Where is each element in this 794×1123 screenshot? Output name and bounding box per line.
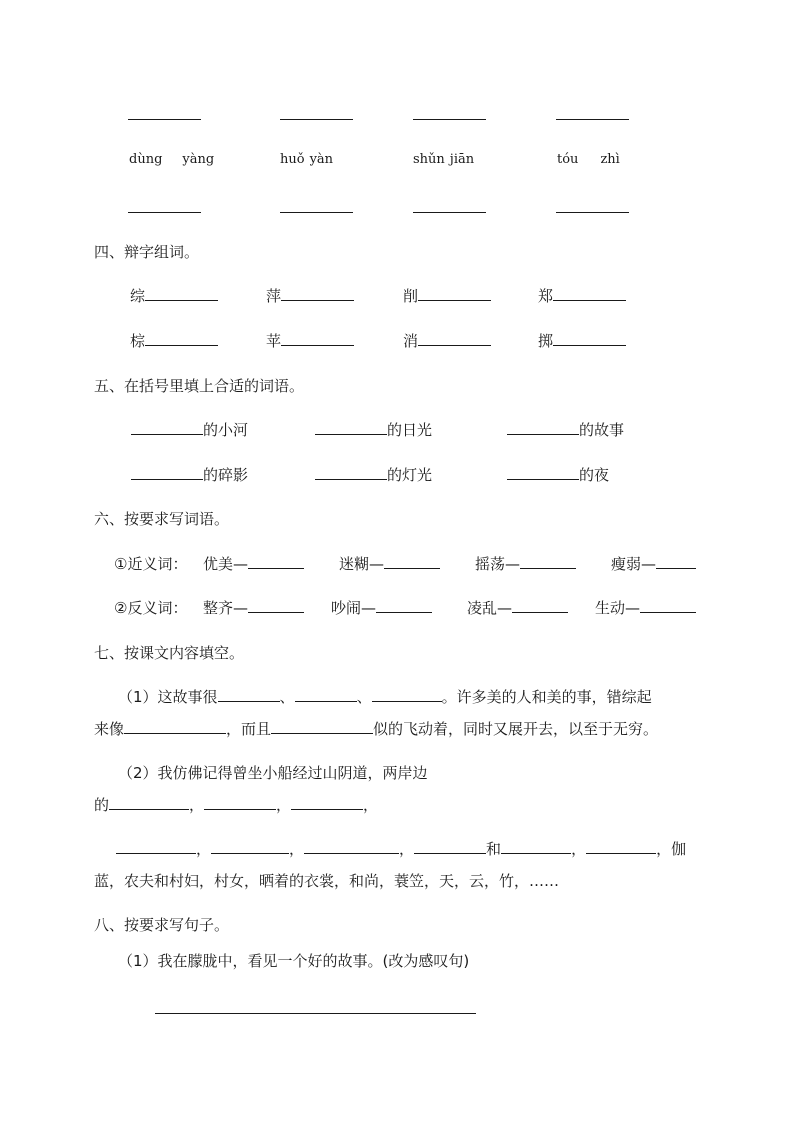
answer-blank[interactable] (211, 839, 289, 854)
answer-blank[interactable] (553, 286, 626, 301)
pinyin-item (129, 151, 214, 169)
answer-blank[interactable] (271, 719, 373, 734)
question-text: 蓝，农夫和村妇，村女，晒着的衣裳，和尚，蓑笠，天，云，竹，…… (94, 872, 560, 890)
question-text: ，而且 (226, 720, 272, 738)
answer-blank[interactable] (218, 687, 280, 702)
answer-line[interactable] (280, 119, 353, 120)
answer-line[interactable] (128, 119, 201, 120)
answer-blank[interactable] (656, 554, 696, 569)
char: 郑 (538, 287, 554, 305)
word-pair (595, 598, 696, 618)
word-pair (203, 554, 304, 574)
phrase-item (131, 465, 248, 485)
pinyin-syllable: jiān (449, 152, 475, 167)
answer-line[interactable] (155, 1013, 476, 1014)
answer-blank[interactable] (418, 286, 491, 301)
word-item (538, 331, 626, 351)
word-item (130, 331, 218, 351)
synonym-label: ①近义词： (114, 555, 188, 573)
answer-blank[interactable] (204, 795, 276, 810)
answer-blank[interactable] (281, 331, 354, 346)
word-item (266, 286, 354, 306)
question-text: 的 (94, 796, 110, 814)
section-title: 六、按要求写词语。 (94, 510, 230, 528)
phrase-text: 的小河 (203, 421, 249, 439)
answer-line[interactable] (413, 212, 486, 213)
answer-blank[interactable] (109, 795, 189, 810)
question-text: 和 (486, 840, 502, 858)
answer-blank[interactable] (116, 839, 196, 854)
answer-blank[interactable] (124, 719, 226, 734)
answer-line[interactable] (280, 212, 353, 213)
answer-blank[interactable] (512, 598, 568, 613)
answer-blank[interactable] (376, 598, 432, 613)
question-text: （2）我仿佛记得曾坐小船经过山阴道，两岸边 (118, 764, 428, 782)
word-pair (203, 598, 304, 618)
question-text: 似的飞动着，同时又展开去，以至于无穷。 (373, 720, 659, 738)
char: 削 (403, 287, 419, 305)
question-text: 伽 (671, 840, 687, 858)
phrase-text: 的夜 (579, 466, 610, 484)
antonym-label: ②反义词： (114, 599, 188, 617)
answer-blank[interactable] (295, 687, 357, 702)
phrase-text: 的灯光 (387, 466, 433, 484)
answer-blank[interactable] (281, 286, 354, 301)
phrase-item (507, 420, 624, 440)
answer-blank[interactable] (414, 839, 486, 854)
pinyin-item (280, 151, 333, 169)
question-text: （1）我在朦胧中，看见一个好的故事。(改为感叹句) (118, 952, 470, 970)
answer-blank[interactable] (248, 554, 304, 569)
answer-blank[interactable] (291, 795, 363, 810)
phrase-item (131, 420, 248, 440)
answer-blank[interactable] (507, 420, 579, 435)
fill-line (94, 719, 658, 739)
pinyin-syllable: shǔn (413, 152, 445, 167)
pinyin-syllable: yàn (309, 152, 334, 167)
pinyin-syllable: zhì (600, 152, 620, 167)
char: 萍 (266, 287, 282, 305)
word: 优美— (203, 555, 249, 573)
word-pair (611, 554, 696, 574)
word: 生动— (595, 599, 641, 617)
punct: ， (399, 840, 415, 858)
punct: ， (276, 796, 292, 814)
phrase-text: 的日光 (387, 421, 433, 439)
char: 掷 (538, 332, 554, 350)
section-title: 八、按要求写句子。 (94, 916, 230, 934)
punct: 、 (356, 688, 372, 706)
pinyin-syllable: tóu (557, 152, 579, 167)
answer-blank[interactable] (384, 554, 440, 569)
phrase-item (315, 465, 432, 485)
fill-line (94, 795, 378, 815)
answer-blank[interactable] (315, 465, 387, 480)
word: 迷糊— (339, 555, 385, 573)
punct: ， (196, 840, 212, 858)
word-item (130, 286, 218, 306)
punct: ， (289, 840, 305, 858)
word-item (538, 286, 626, 306)
punct: ， (189, 796, 205, 814)
char: 棕 (130, 332, 146, 350)
section-title: 五、在括号里填上合适的词语。 (94, 377, 305, 395)
char: 综 (130, 287, 146, 305)
answer-blank[interactable] (640, 598, 696, 613)
answer-blank[interactable] (145, 331, 218, 346)
word-pair (475, 554, 576, 574)
char: 消 (403, 332, 419, 350)
answer-line[interactable] (413, 119, 486, 120)
punct: ， (656, 840, 672, 858)
pinyin-syllable: dùng (129, 152, 163, 167)
answer-blank[interactable] (145, 286, 218, 301)
answer-blank[interactable] (131, 420, 203, 435)
phrase-item (315, 420, 432, 440)
punct: 、 (279, 688, 295, 706)
section-title: 四、辩字组词。 (94, 243, 200, 261)
answer-line[interactable] (556, 212, 629, 213)
word: 凌乱— (467, 599, 513, 617)
phrase-item (507, 465, 609, 485)
answer-line[interactable] (556, 119, 629, 120)
pinyin-syllable: yàng (182, 152, 215, 167)
answer-blank[interactable] (418, 331, 491, 346)
word-item (266, 331, 354, 351)
char: 苹 (266, 332, 282, 350)
punct: ， (571, 840, 587, 858)
word-pair (467, 598, 568, 618)
phrase-text: 的故事 (579, 421, 625, 439)
fill-line (118, 687, 652, 707)
word-item (403, 286, 491, 306)
word-pair (331, 598, 432, 618)
question-text: 来像 (94, 720, 125, 738)
answer-blank[interactable] (586, 839, 656, 854)
word-item (403, 331, 491, 351)
pinyin-item (557, 151, 620, 169)
pinyin-syllable: huǒ (280, 152, 305, 167)
word: 摇荡— (475, 555, 521, 573)
answer-blank[interactable] (315, 420, 387, 435)
phrase-text: 的碎影 (203, 466, 249, 484)
answer-line[interactable] (128, 212, 201, 213)
pinyin-item (413, 151, 474, 169)
word: 瘦弱— (611, 555, 657, 573)
fill-line (116, 839, 686, 859)
answer-blank[interactable] (520, 554, 576, 569)
section-title: 七、按课文内容填空。 (94, 644, 245, 662)
word: 整齐— (203, 599, 249, 617)
answer-blank[interactable] (131, 465, 203, 480)
answer-blank[interactable] (304, 839, 399, 854)
answer-blank[interactable] (507, 465, 579, 480)
word: 吵闹— (331, 599, 377, 617)
question-text: 。许多美的人和美的事，错综起 (441, 688, 652, 706)
word-pair (339, 554, 440, 574)
answer-blank[interactable] (501, 839, 571, 854)
answer-blank[interactable] (248, 598, 304, 613)
answer-blank[interactable] (372, 687, 442, 702)
question-text: （1）这故事很 (118, 688, 218, 706)
answer-blank[interactable] (553, 331, 626, 346)
punct: ， (363, 796, 379, 814)
